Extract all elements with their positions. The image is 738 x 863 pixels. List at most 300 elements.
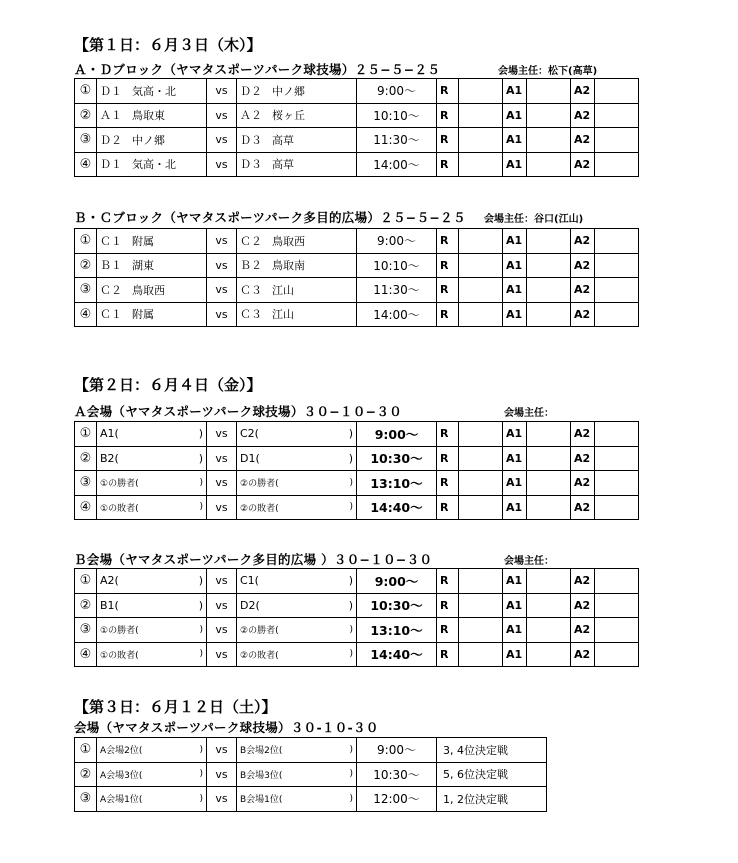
home-team-cell <box>97 642 207 667</box>
vs-label: vs <box>207 302 237 327</box>
home-team-cell <box>97 253 207 278</box>
referee-label: R <box>437 253 459 278</box>
home-team-cell <box>97 302 207 327</box>
home-team-cell <box>97 495 207 520</box>
away-team-close-paren: ) <box>349 793 353 804</box>
match-number: ② <box>75 593 97 618</box>
home-team-close-paren: ) <box>199 769 203 780</box>
home-team-name: 鳥取西 <box>132 283 165 297</box>
vs-label: vs <box>207 569 237 594</box>
home-team-code: Ｄ１ <box>100 84 122 98</box>
vs-label: vs <box>207 229 237 254</box>
assistant1-blank <box>527 471 571 496</box>
day1-title: 【第１日：６月３日（木）】 <box>74 36 262 54</box>
vs-label: vs <box>207 446 237 471</box>
away-team-name: 鳥取西 <box>272 234 305 248</box>
referee-label: R <box>437 278 459 303</box>
away-team-name: 中ノ郷 <box>272 84 305 98</box>
away-team-cell <box>237 152 357 177</box>
match-number: ③ <box>75 278 97 303</box>
match-number: ③ <box>75 618 97 643</box>
home-team-name: 湖東 <box>132 259 154 273</box>
away-team-slot: D2( <box>240 598 260 612</box>
away-team-slot: C1( <box>240 574 259 588</box>
assistant1-label: A1 <box>503 618 527 643</box>
vs-label: vs <box>207 79 237 104</box>
home-team-close-paren: ) <box>199 624 203 635</box>
kickoff-time: 13:10〜 <box>357 618 437 643</box>
home-team-name: 鳥取東 <box>132 109 165 123</box>
assistant2-label: A2 <box>571 302 595 327</box>
assistant1-label: A1 <box>503 79 527 104</box>
away-team-code: Ｃ２ <box>240 234 262 248</box>
assistant1-label: A1 <box>503 152 527 177</box>
referee-label: R <box>437 128 459 153</box>
table-row <box>75 787 547 812</box>
assistant2-blank <box>595 495 639 520</box>
away-team-close-paren: ) <box>349 649 353 660</box>
referee-label: R <box>437 471 459 496</box>
home-team-close-paren: ) <box>198 598 203 612</box>
match-number: ② <box>75 253 97 278</box>
away-team-code: Ｄ３ <box>240 158 262 172</box>
assistant2-label: A2 <box>571 128 595 153</box>
kickoff-time: 9:00〜 <box>357 229 437 254</box>
away-team-cell <box>237 229 357 254</box>
assistant2-label: A2 <box>571 253 595 278</box>
away-team-name: 江山 <box>272 308 294 322</box>
away-team-slot: ②の敗者( <box>240 503 279 514</box>
table-row <box>75 278 639 303</box>
assistant2-label: A2 <box>571 79 595 104</box>
home-team-close-paren: ) <box>199 793 203 804</box>
kickoff-time: 14:00〜 <box>357 302 437 327</box>
assistant1-label: A1 <box>503 495 527 520</box>
away-team-code: Ｃ３ <box>240 308 262 322</box>
assistant1-label: A1 <box>503 128 527 153</box>
referee-blank <box>459 128 503 153</box>
assistant2-blank <box>595 152 639 177</box>
assistant2-blank <box>595 593 639 618</box>
referee-label: R <box>437 422 459 447</box>
kickoff-time: 9:00〜 <box>357 422 437 447</box>
away-team-code: Ｄ２ <box>240 84 262 98</box>
vs-label: vs <box>207 787 237 812</box>
day2-title: 【第２日：６月４日（金）】 <box>74 376 262 394</box>
assistant1-blank <box>527 618 571 643</box>
kickoff-time: 10:10〜 <box>357 253 437 278</box>
away-team-close-paren: ) <box>349 624 353 635</box>
away-team-cell <box>237 642 357 667</box>
assistant1-blank <box>527 495 571 520</box>
referee-blank <box>459 229 503 254</box>
referee-label: R <box>437 593 459 618</box>
home-team-cell <box>97 787 207 812</box>
vs-label: vs <box>207 103 237 128</box>
home-team-code: Ｂ１ <box>100 259 122 273</box>
vs-label: vs <box>207 642 237 667</box>
referee-blank <box>459 422 503 447</box>
home-team-slot: ①の敗者( <box>100 503 139 514</box>
table-row <box>75 253 639 278</box>
vs-label: vs <box>207 422 237 447</box>
referee-label: R <box>437 229 459 254</box>
assistant2-label: A2 <box>571 495 595 520</box>
home-team-cell <box>97 278 207 303</box>
away-team-close-paren: ) <box>349 744 353 755</box>
home-team-slot: A1( <box>100 427 119 441</box>
away-team-name: 江山 <box>272 283 294 297</box>
table-row <box>75 302 639 327</box>
vs-label: vs <box>207 495 237 520</box>
away-team-slot: B会場2位( <box>240 746 283 757</box>
day1-section2-title: Ｂ・Ｃブロック（ヤマタスポーツパーク多目的広場）２５−５−２５ <box>74 210 466 225</box>
match-number: ② <box>75 762 97 787</box>
referee-blank <box>459 278 503 303</box>
home-team-name: 中ノ郷 <box>132 133 165 147</box>
assistant2-blank <box>595 642 639 667</box>
home-team-cell <box>97 569 207 594</box>
away-team-slot: B会場3位( <box>240 770 283 781</box>
home-team-close-paren: ) <box>199 744 203 755</box>
assistant2-blank <box>595 446 639 471</box>
kickoff-time: 10:30〜 <box>357 762 437 787</box>
referee-blank <box>459 79 503 104</box>
home-team-cell <box>97 79 207 104</box>
home-team-cell <box>97 738 207 763</box>
assistant2-label: A2 <box>571 569 595 594</box>
vs-label: vs <box>207 278 237 303</box>
referee-label: R <box>437 302 459 327</box>
vs-label: vs <box>207 762 237 787</box>
match-note: 3, 4位決定戦 <box>437 738 547 763</box>
referee-label: R <box>437 495 459 520</box>
assistant1-blank <box>527 128 571 153</box>
home-team-cell <box>97 103 207 128</box>
home-team-code: Ｃ２ <box>100 283 122 297</box>
assistant1-blank <box>527 569 571 594</box>
kickoff-time: 14:00〜 <box>357 152 437 177</box>
away-team-cell <box>237 128 357 153</box>
away-team-slot: ②の勝者( <box>240 626 279 637</box>
referee-blank <box>459 618 503 643</box>
assistant2-label: A2 <box>571 642 595 667</box>
match-number: ① <box>75 79 97 104</box>
away-team-close-paren: ) <box>349 502 353 513</box>
away-team-cell <box>237 278 357 303</box>
referee-blank <box>459 642 503 667</box>
kickoff-time: 13:10〜 <box>357 471 437 496</box>
day1-section2-table <box>74 228 639 327</box>
away-team-cell <box>237 738 357 763</box>
home-team-close-paren: ) <box>198 451 203 465</box>
day1-section2-supervisor: 会場主任：谷口(江山) <box>484 214 584 225</box>
table-row <box>75 738 547 763</box>
assistant1-blank <box>527 278 571 303</box>
match-number: ③ <box>75 787 97 812</box>
day3-title: 【第３日：６月１２日（土）】 <box>74 698 277 716</box>
table-row <box>75 446 639 471</box>
away-team-slot: D1( <box>240 451 260 465</box>
away-team-name: 鳥取南 <box>272 259 305 273</box>
assistant1-blank <box>527 302 571 327</box>
away-team-code: Ａ２ <box>240 109 262 123</box>
home-team-cell <box>97 152 207 177</box>
assistant1-blank <box>527 642 571 667</box>
home-team-slot: B2( <box>100 451 119 465</box>
home-team-slot: A会場3位( <box>100 770 143 781</box>
table-row <box>75 471 639 496</box>
away-team-slot: ②の勝者( <box>240 479 279 490</box>
away-team-slot: ②の敗者( <box>240 650 279 661</box>
match-number: ① <box>75 569 97 594</box>
away-team-code: Ｃ３ <box>240 283 262 297</box>
assistant2-blank <box>595 302 639 327</box>
kickoff-time: 11:30〜 <box>357 128 437 153</box>
referee-label: R <box>437 446 459 471</box>
away-team-close-paren: ) <box>349 769 353 780</box>
referee-blank <box>459 253 503 278</box>
day2-section2-table <box>74 568 639 667</box>
assistant1-blank <box>527 593 571 618</box>
away-team-cell <box>237 618 357 643</box>
kickoff-time: 9:00〜 <box>357 738 437 763</box>
home-team-close-paren: ) <box>199 502 203 513</box>
table-row <box>75 103 639 128</box>
home-team-slot: B1( <box>100 598 119 612</box>
kickoff-time: 10:30〜 <box>357 593 437 618</box>
home-team-code: Ｃ１ <box>100 308 122 322</box>
match-number: ③ <box>75 471 97 496</box>
table-row <box>75 618 639 643</box>
assistant1-label: A1 <box>503 253 527 278</box>
home-team-name: 気高・北 <box>132 158 176 172</box>
day3-section1-title: 会場（ヤマタスポーツパーク球技場）３０-１０-３０ <box>74 720 379 735</box>
assistant2-blank <box>595 103 639 128</box>
referee-blank <box>459 103 503 128</box>
assistant1-blank <box>527 152 571 177</box>
table-row <box>75 79 639 104</box>
assistant2-label: A2 <box>571 593 595 618</box>
referee-blank <box>459 446 503 471</box>
day1-section1-table <box>74 78 639 177</box>
assistant2-blank <box>595 618 639 643</box>
table-row <box>75 593 639 618</box>
assistant2-label: A2 <box>571 446 595 471</box>
assistant2-label: A2 <box>571 152 595 177</box>
referee-label: R <box>437 79 459 104</box>
away-team-close-paren: ) <box>349 477 353 488</box>
home-team-cell <box>97 762 207 787</box>
away-team-cell <box>237 79 357 104</box>
assistant1-blank <box>527 253 571 278</box>
match-number: ④ <box>75 152 97 177</box>
assistant2-blank <box>595 229 639 254</box>
away-team-cell <box>237 103 357 128</box>
day2-section1-table <box>74 421 639 520</box>
kickoff-time: 14:40〜 <box>357 495 437 520</box>
day1-section1-supervisor: 会場主任：松下(高草) <box>498 66 598 77</box>
vs-label: vs <box>207 128 237 153</box>
referee-blank <box>459 471 503 496</box>
day2-section1-supervisor: 会場主任： <box>504 408 554 419</box>
home-team-slot: A2( <box>100 574 119 588</box>
vs-label: vs <box>207 738 237 763</box>
assistant2-blank <box>595 471 639 496</box>
home-team-cell <box>97 422 207 447</box>
day1-section1-title: Ａ・Ｄブロック（ヤマタスポーツパーク球技場）２５−５−２５ <box>74 62 441 77</box>
referee-blank <box>459 569 503 594</box>
home-team-code: Ｄ１ <box>100 158 122 172</box>
away-team-cell <box>237 593 357 618</box>
home-team-slot: ①の敗者( <box>100 650 139 661</box>
vs-label: vs <box>207 618 237 643</box>
kickoff-time: 9:00〜 <box>357 79 437 104</box>
assistant1-label: A1 <box>503 569 527 594</box>
table-row <box>75 569 639 594</box>
match-note: 1, 2位決定戦 <box>437 787 547 812</box>
away-team-close-paren: ) <box>348 574 353 588</box>
table-row <box>75 495 639 520</box>
match-number: ② <box>75 103 97 128</box>
assistant1-label: A1 <box>503 422 527 447</box>
assistant2-blank <box>595 422 639 447</box>
home-team-close-paren: ) <box>199 649 203 660</box>
table-row <box>75 762 547 787</box>
match-number: ④ <box>75 642 97 667</box>
referee-label: R <box>437 618 459 643</box>
away-team-cell <box>237 471 357 496</box>
referee-label: R <box>437 569 459 594</box>
kickoff-time: 10:10〜 <box>357 103 437 128</box>
home-team-cell <box>97 446 207 471</box>
table-row <box>75 128 639 153</box>
home-team-name: 附属 <box>132 234 154 248</box>
assistant2-label: A2 <box>571 422 595 447</box>
away-team-cell <box>237 253 357 278</box>
vs-label: vs <box>207 593 237 618</box>
kickoff-time: 9:00〜 <box>357 569 437 594</box>
assistant1-label: A1 <box>503 446 527 471</box>
assistant1-label: A1 <box>503 229 527 254</box>
day2-section2-supervisor: 会場主任： <box>504 556 554 567</box>
table-row <box>75 642 639 667</box>
home-team-slot: ①の勝者( <box>100 626 139 637</box>
referee-blank <box>459 152 503 177</box>
away-team-slot: C2( <box>240 427 259 441</box>
assistant2-label: A2 <box>571 103 595 128</box>
away-team-cell <box>237 446 357 471</box>
away-team-code: Ｂ２ <box>240 259 262 273</box>
home-team-cell <box>97 128 207 153</box>
assistant1-blank <box>527 422 571 447</box>
away-team-cell <box>237 569 357 594</box>
referee-label: R <box>437 152 459 177</box>
assistant2-blank <box>595 569 639 594</box>
assistant1-label: A1 <box>503 103 527 128</box>
away-team-name: 高草 <box>272 158 294 172</box>
home-team-slot: ①の勝者( <box>100 479 139 490</box>
assistant2-blank <box>595 253 639 278</box>
away-team-close-paren: ) <box>348 598 353 612</box>
assistant1-blank <box>527 103 571 128</box>
home-team-slot: A会場1位( <box>100 795 143 806</box>
home-team-cell <box>97 618 207 643</box>
away-team-close-paren: ) <box>348 427 353 441</box>
away-team-cell <box>237 495 357 520</box>
match-number: ① <box>75 738 97 763</box>
day2-section1-title: Ａ会場（ヤマタスポーツパーク球技場）３０−１０−３０ <box>74 404 402 419</box>
home-team-cell <box>97 229 207 254</box>
assistant2-label: A2 <box>571 278 595 303</box>
kickoff-time: 14:40〜 <box>357 642 437 667</box>
home-team-close-paren: ) <box>198 427 203 441</box>
home-team-cell <box>97 593 207 618</box>
match-number: ① <box>75 229 97 254</box>
assistant2-blank <box>595 128 639 153</box>
assistant1-blank <box>527 229 571 254</box>
away-team-name: 桜ヶ丘 <box>272 109 305 123</box>
match-note: 5, 6位決定戦 <box>437 762 547 787</box>
home-team-close-paren: ) <box>199 477 203 488</box>
assistant1-label: A1 <box>503 278 527 303</box>
away-team-name: 高草 <box>272 133 294 147</box>
home-team-cell <box>97 471 207 496</box>
match-number: ① <box>75 422 97 447</box>
away-team-cell <box>237 787 357 812</box>
referee-blank <box>459 593 503 618</box>
home-team-name: 附属 <box>132 308 154 322</box>
kickoff-time: 11:30〜 <box>357 278 437 303</box>
home-team-slot: A会場2位( <box>100 746 143 757</box>
referee-label: R <box>437 642 459 667</box>
kickoff-time: 12:00〜 <box>357 787 437 812</box>
assistant1-blank <box>527 446 571 471</box>
home-team-close-paren: ) <box>198 574 203 588</box>
vs-label: vs <box>207 253 237 278</box>
home-team-code: Ｄ２ <box>100 133 122 147</box>
assistant1-label: A1 <box>503 302 527 327</box>
day3-section1-table <box>74 737 547 812</box>
assistant2-label: A2 <box>571 618 595 643</box>
away-team-slot: B会場1位( <box>240 795 283 806</box>
match-number: ④ <box>75 495 97 520</box>
vs-label: vs <box>207 471 237 496</box>
assistant2-blank <box>595 278 639 303</box>
day2-section2-title: Ｂ会場（ヤマタスポーツパーク多目的広場 ）３０−１０−３０ <box>74 552 433 567</box>
assistant2-label: A2 <box>571 229 595 254</box>
assistant1-label: A1 <box>503 471 527 496</box>
assistant2-label: A2 <box>571 471 595 496</box>
referee-blank <box>459 495 503 520</box>
assistant1-label: A1 <box>503 593 527 618</box>
vs-label: vs <box>207 152 237 177</box>
match-number: ② <box>75 446 97 471</box>
away-team-close-paren: ) <box>348 451 353 465</box>
away-team-cell <box>237 762 357 787</box>
away-team-code: Ｄ３ <box>240 133 262 147</box>
assistant1-blank <box>527 79 571 104</box>
table-row <box>75 229 639 254</box>
table-row <box>75 422 639 447</box>
home-team-name: 気高・北 <box>132 84 176 98</box>
referee-blank <box>459 302 503 327</box>
away-team-cell <box>237 302 357 327</box>
away-team-cell <box>237 422 357 447</box>
home-team-code: Ａ１ <box>100 109 122 123</box>
assistant1-label: A1 <box>503 642 527 667</box>
table-row <box>75 152 639 177</box>
